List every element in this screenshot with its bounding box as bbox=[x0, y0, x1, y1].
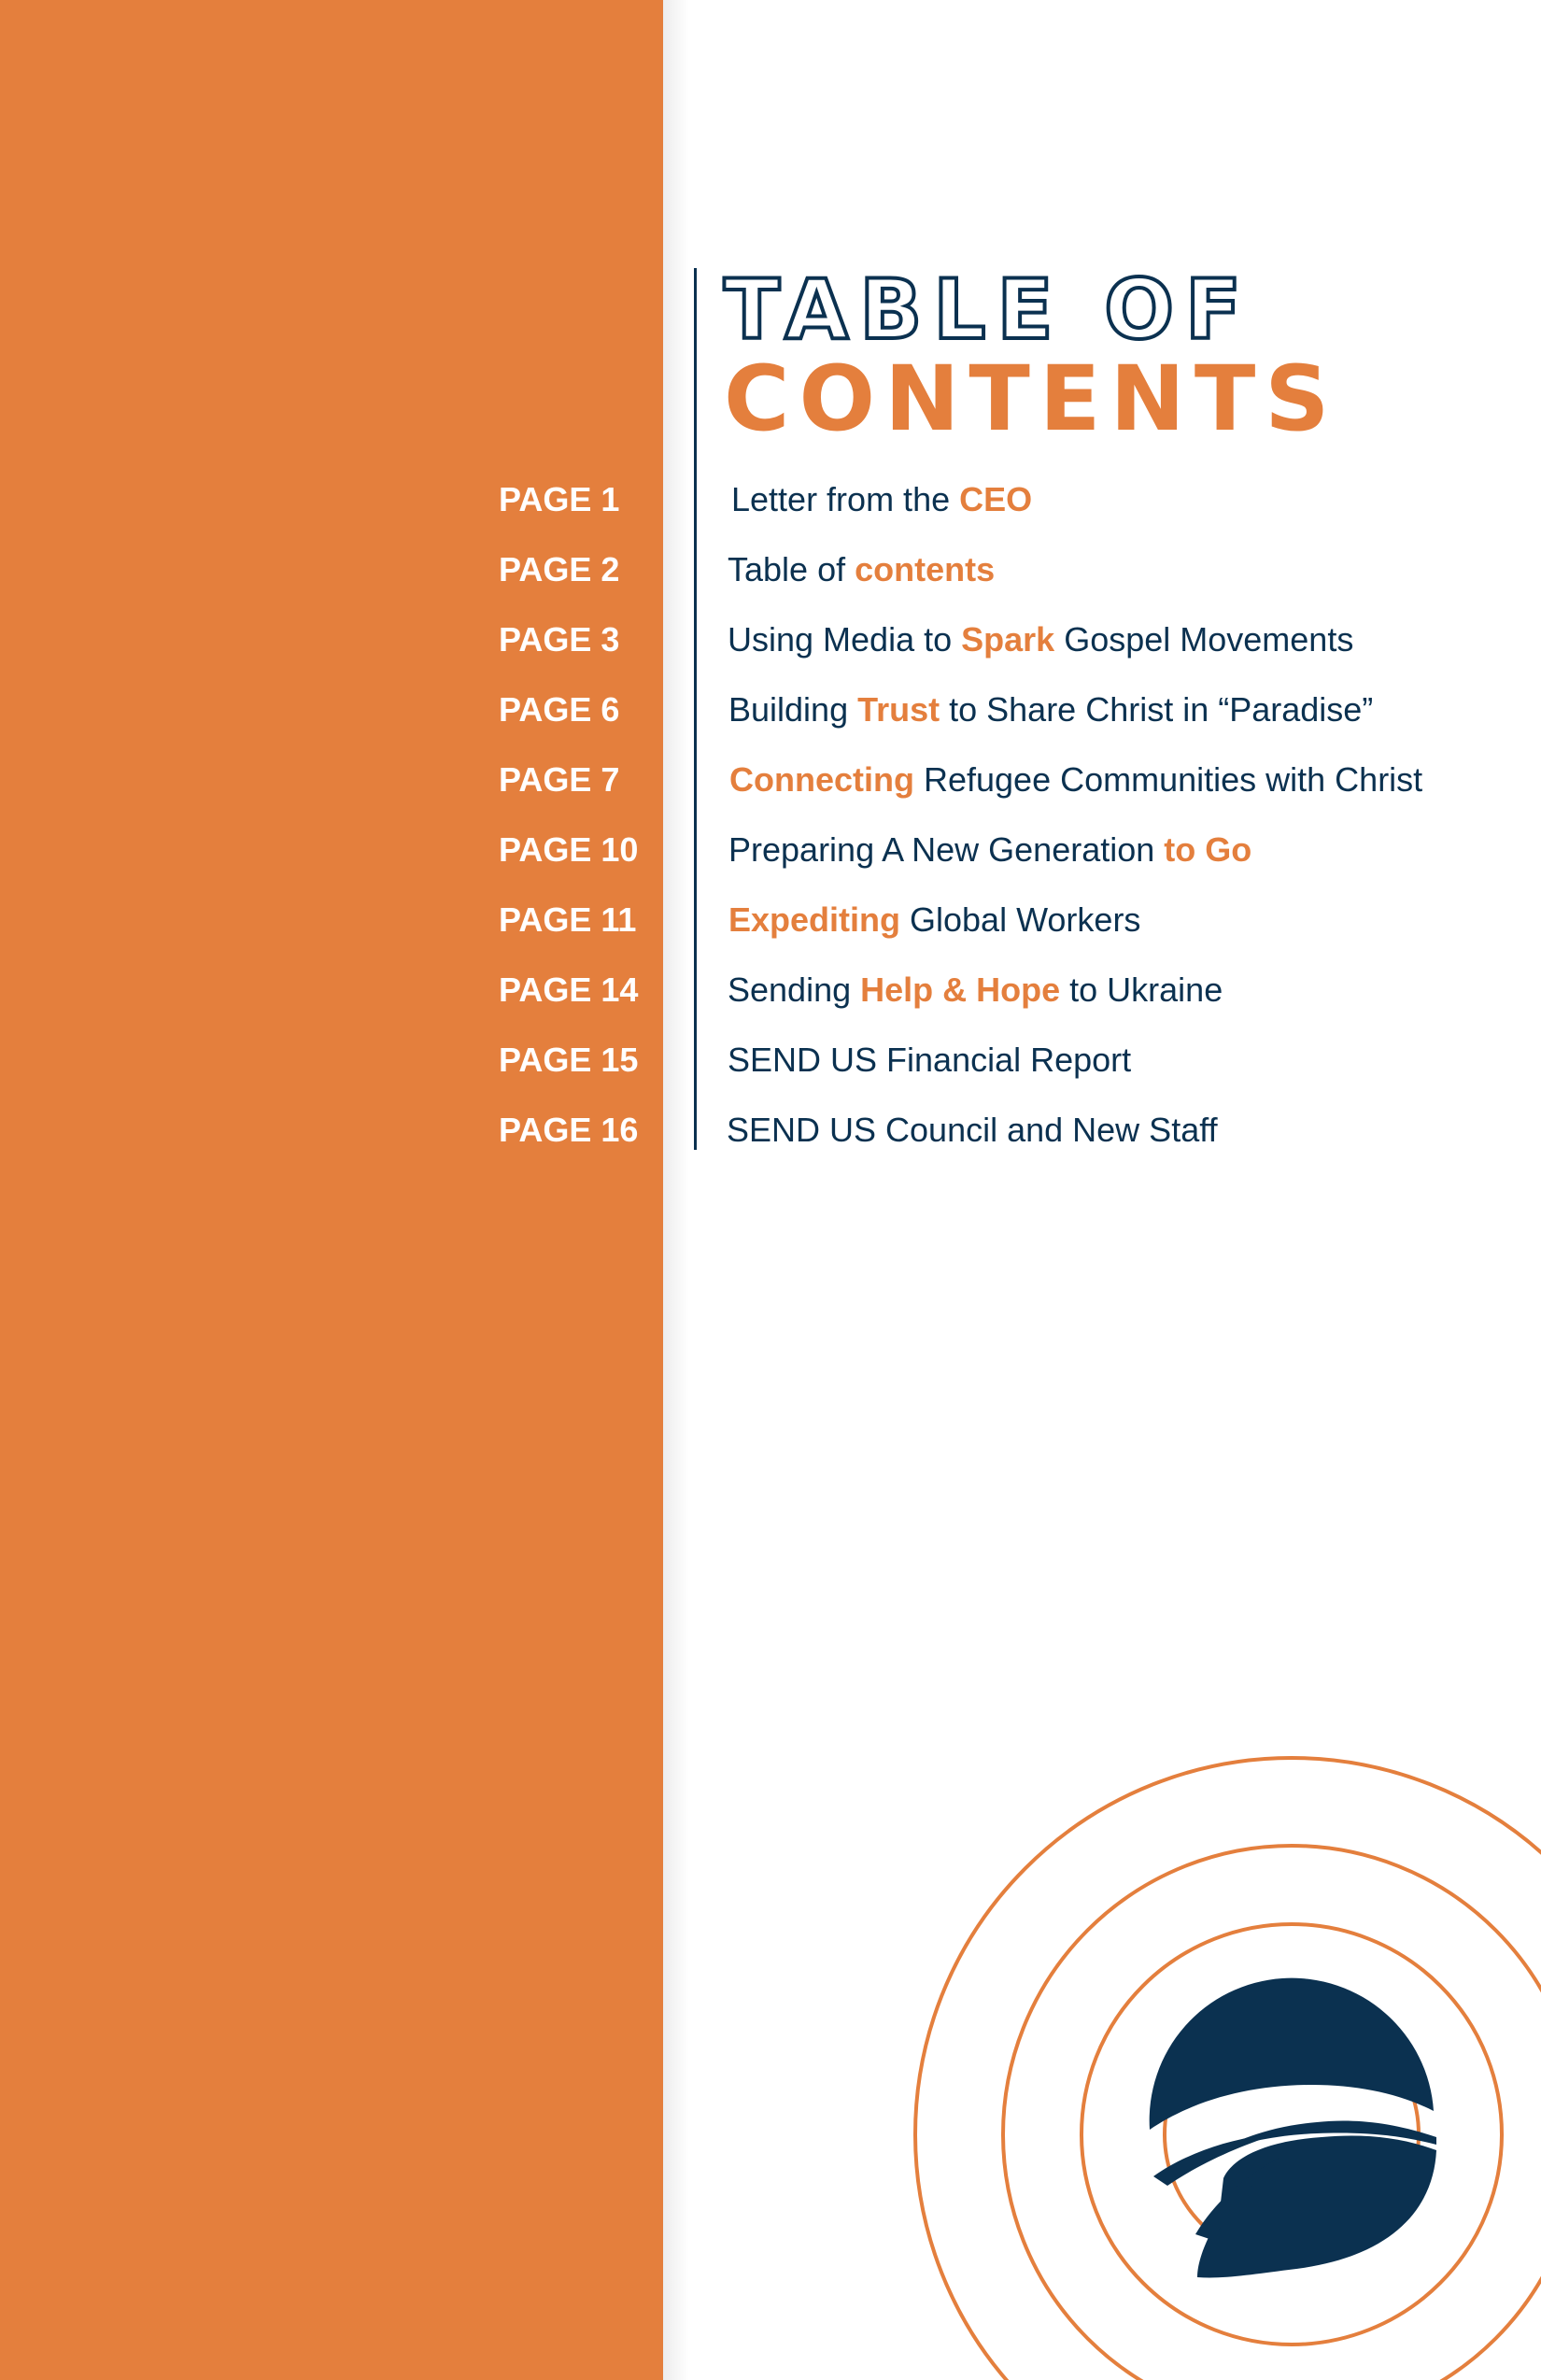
title-solid-line: CONTENTS bbox=[724, 347, 1339, 451]
toc-row bbox=[0, 1102, 1541, 1158]
toc-entry-highlight: Connecting bbox=[729, 760, 914, 799]
toc-entry-highlight: Expediting bbox=[728, 900, 901, 939]
toc-page-number: PAGE 11 bbox=[499, 900, 637, 939]
orange-side-panel bbox=[0, 0, 663, 2380]
toc-entry-text: Sending bbox=[728, 970, 861, 1009]
title-outline-line: TABLE OF bbox=[724, 262, 1253, 358]
toc-entry-text: Refugee Communities with Christ bbox=[913, 760, 1423, 799]
toc-page-number: PAGE 10 bbox=[499, 830, 639, 869]
toc-entry-link[interactable] bbox=[727, 1102, 1218, 1158]
toc-page-number: PAGE 3 bbox=[499, 620, 620, 659]
toc-entry-text: Using Media to bbox=[728, 620, 962, 659]
concentric-rings-icon bbox=[831, 1663, 1541, 2380]
toc-row bbox=[0, 892, 1541, 948]
toc-page-number: PAGE 1 bbox=[499, 480, 620, 518]
toc-entry-highlight: CEO bbox=[959, 480, 1033, 518]
toc-entry-link[interactable] bbox=[731, 472, 1032, 528]
toc-page-number: PAGE 6 bbox=[499, 690, 620, 729]
toc-row bbox=[0, 542, 1541, 598]
toc-page-number: PAGE 15 bbox=[499, 1041, 639, 1079]
toc-entry-text: Table of bbox=[728, 550, 855, 588]
toc-entry-link[interactable] bbox=[728, 682, 1373, 738]
toc-row bbox=[0, 472, 1541, 528]
toc-entry-link[interactable] bbox=[728, 612, 1353, 668]
panel-shadow bbox=[663, 0, 689, 2380]
toc-entry-text: Letter from the bbox=[731, 480, 960, 518]
toc-entry-link[interactable] bbox=[728, 962, 1223, 1018]
toc-entry-highlight: contents bbox=[855, 550, 996, 588]
toc-entry-text: to Share Christ in “Paradise” bbox=[940, 690, 1374, 729]
globe-road-logo-icon bbox=[1150, 1978, 1436, 2278]
toc-entry-link[interactable] bbox=[728, 892, 1140, 948]
toc-entry-text: Gospel Movements bbox=[1054, 620, 1354, 659]
toc-entry-text: Preparing A New Generation bbox=[728, 830, 1165, 869]
toc-page-number: PAGE 7 bbox=[499, 760, 620, 799]
toc-entry-link[interactable] bbox=[729, 752, 1422, 808]
toc-entry-highlight: Spark bbox=[961, 620, 1055, 659]
toc-entry-text: SEND US Council and New Staff bbox=[727, 1111, 1218, 1149]
toc-page-number: PAGE 16 bbox=[499, 1111, 639, 1149]
toc-entry-highlight: Help & Hope bbox=[860, 970, 1061, 1009]
toc-entry-link[interactable] bbox=[728, 822, 1251, 878]
toc-page-number: PAGE 2 bbox=[499, 550, 620, 588]
toc-entry-text: SEND US Financial Report bbox=[728, 1041, 1132, 1079]
toc-row bbox=[0, 962, 1541, 1018]
toc-row bbox=[0, 822, 1541, 878]
toc-entry-text: to Ukraine bbox=[1060, 970, 1223, 1009]
toc-entry-link[interactable] bbox=[728, 542, 995, 598]
toc-entry-highlight: Trust bbox=[857, 690, 940, 729]
toc-page-number: PAGE 14 bbox=[499, 970, 639, 1009]
toc-entry-highlight: to Go bbox=[1164, 830, 1252, 869]
toc-row bbox=[0, 682, 1541, 738]
toc-entry-text: Global Workers bbox=[900, 900, 1141, 939]
toc-row bbox=[0, 752, 1541, 808]
toc-entry-link[interactable] bbox=[728, 1032, 1131, 1088]
toc-row bbox=[0, 1032, 1541, 1088]
toc-row bbox=[0, 612, 1541, 668]
toc-entry-text: Building bbox=[728, 690, 858, 729]
